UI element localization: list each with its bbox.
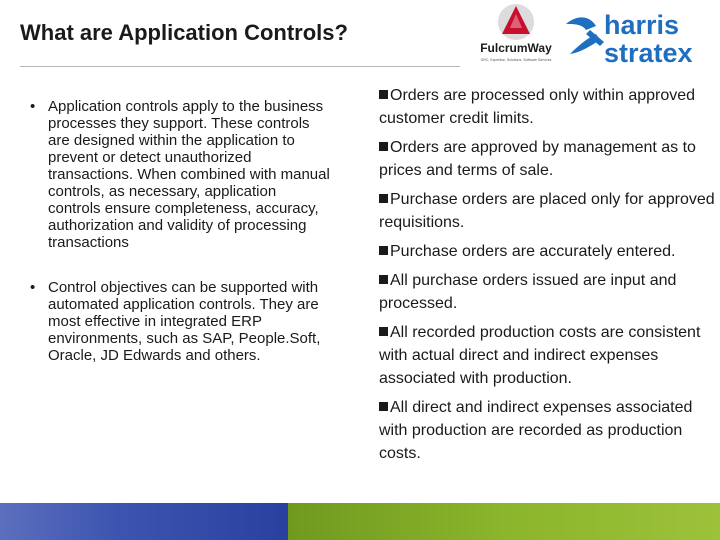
left-bullet — [30, 98, 330, 251]
objective-item — [379, 136, 715, 182]
footer-bar-blue — [0, 503, 288, 540]
harris-logo-mark — [566, 17, 604, 54]
harris-logo-line1: harris — [604, 10, 680, 40]
objective-item — [379, 269, 715, 315]
objective-item — [379, 188, 715, 234]
objective-text: All purchase orders issued are input and processed. — [379, 272, 677, 312]
square-bullet-icon — [379, 327, 388, 336]
objective-text: All recorded production costs are consistent with actual direct and indirect expenses associated with production. — [379, 324, 701, 387]
left-bullet-list — [30, 98, 330, 392]
left-bullet-text: Application controls apply to the business processes they support. These controls are designed within the application to prevent or detect unauthorized transactions. When combined with manual controls, as necessary, application controls ensure completeness, accuracy, authorization and validity of processing transactions — [48, 98, 330, 251]
left-bullet — [30, 279, 330, 364]
right-objective-list — [379, 84, 715, 471]
objective-text: All direct and indirect expenses associated with production are recorded as production costs. — [379, 399, 693, 462]
objective-item — [379, 396, 715, 465]
title-divider — [20, 66, 460, 67]
objective-text: Purchase orders are accurately entered. — [390, 243, 676, 260]
fulcrumway-logo — [472, 2, 560, 66]
square-bullet-icon — [379, 246, 388, 255]
harris-stratex-logo — [560, 8, 716, 68]
fulcrum-logo-text: FulcrumWay — [480, 41, 552, 55]
objective-item — [379, 240, 715, 263]
harris-logo-line2: stratex — [604, 38, 693, 68]
fulcrum-logo-tagline: GRC, Expertise, Solutions, Software Services — [480, 58, 552, 62]
bullet-dot-icon: • — [30, 98, 36, 115]
objective-text: Purchase orders are placed only for approved requisitions. — [379, 191, 715, 231]
bullet-dot-icon: • — [30, 279, 36, 296]
square-bullet-icon — [379, 142, 388, 151]
square-bullet-icon — [379, 275, 388, 284]
slide-title: What are Application Controls? — [20, 20, 348, 45]
square-bullet-icon — [379, 402, 388, 411]
objective-item — [379, 321, 715, 390]
square-bullet-icon — [379, 90, 388, 99]
objective-text: Orders are processed only within approved customer credit limits. — [379, 87, 696, 127]
left-bullet-text: Control objectives can be supported with automated application controls. They are most effective in integrated ERP environments, such as SAP, People.Soft, Oracle, JD Edwards and others. — [48, 279, 321, 364]
objective-item — [379, 84, 715, 130]
objective-text: Orders are approved by management as to prices and terms of sale. — [379, 139, 696, 179]
footer-bar-green — [288, 503, 720, 540]
square-bullet-icon — [379, 194, 388, 203]
